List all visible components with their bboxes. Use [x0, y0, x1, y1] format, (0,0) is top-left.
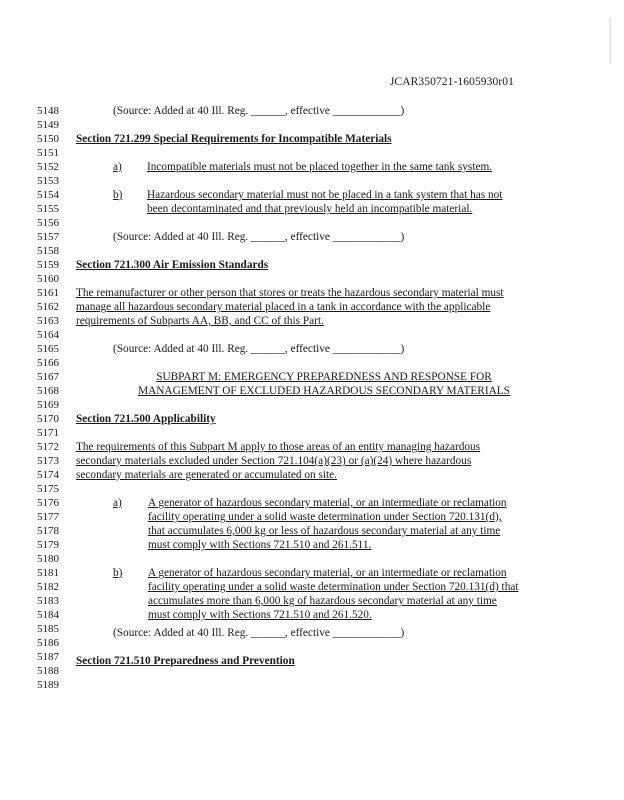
line-number: 5158	[37, 245, 59, 257]
subpart-heading: MANAGEMENT OF EXCLUDED HAZARDOUS SECONDARY MATERIALS	[138, 385, 510, 397]
line-number: 5151	[37, 147, 59, 159]
line-number: 5169	[37, 399, 59, 411]
line-number: 5186	[37, 637, 59, 649]
line-number: 5160	[37, 273, 59, 285]
source-note: (Source: Added at 40 Ill. Reg. ______, effective ____________)	[113, 627, 405, 639]
line-number: 5182	[37, 581, 59, 593]
line-number: 5161	[37, 287, 59, 299]
line-number: 5173	[37, 455, 59, 467]
section-heading-721-500: Section 721.500 Applicability	[76, 413, 216, 425]
line-number: 5180	[37, 553, 59, 565]
line-number: 5187	[37, 651, 59, 663]
line-number: 5148	[37, 105, 59, 117]
section-heading-721-300: Section 721.300 Air Emission Standards	[76, 259, 269, 271]
paragraph-line: A generator of hazardous secondary material, or an intermediate or reclamation	[148, 567, 507, 579]
line-number: 5177	[37, 511, 59, 523]
line-number: 5178	[37, 525, 59, 537]
line-number: 5176	[37, 497, 59, 509]
line-number: 5185	[37, 623, 59, 635]
paragraph-line: secondary materials excluded under Section 721.104(a)(23) or (a)(24) where hazardous	[76, 455, 472, 467]
source-note: (Source: Added at 40 Ill. Reg. ______, effective ____________)	[113, 105, 405, 117]
line-number: 5168	[37, 385, 59, 397]
paragraph-line: that accumulates 6,000 kg or less of hazardous secondary material at any time	[148, 525, 501, 537]
paragraph-line: Hazardous secondary material must not be placed in a tank system that has not	[147, 189, 503, 201]
line-number: 5184	[37, 609, 59, 621]
line-number: 5166	[37, 357, 59, 369]
paragraph-line: The requirements of this Subpart M apply to those areas of an entity managing hazardous	[76, 441, 481, 453]
paragraph-line: secondary materials are generated or accumulated on site.	[76, 469, 337, 481]
paragraph-line: must comply with Sections 721.510 and 261.511.	[148, 539, 372, 551]
line-number: 5172	[37, 441, 59, 453]
paragraph-line: must comply with Sections 721.510 and 261.520.	[148, 609, 372, 621]
line-number: 5174	[37, 469, 59, 481]
subsection-label: b)	[113, 567, 123, 579]
line-number: 5153	[37, 175, 59, 187]
line-number: 5171	[37, 427, 59, 439]
line-number: 5164	[37, 329, 59, 341]
paragraph-line: accumulates more than 6,000 kg of hazardous secondary material at any time	[148, 595, 497, 607]
paragraph-line: been decontaminated and that previously held an incompatible material.	[147, 203, 473, 215]
line-number: 5165	[37, 343, 59, 355]
source-note: (Source: Added at 40 Ill. Reg. ______, effective ____________)	[113, 231, 405, 243]
subsection-label: a)	[113, 497, 122, 509]
line-number: 5167	[37, 371, 59, 383]
section-heading-721-510: Section 721.510 Preparedness and Prevention	[76, 655, 295, 667]
paragraph-line: A generator of hazardous secondary material, or an intermediate or reclamation	[148, 497, 507, 509]
line-number: 5150	[37, 133, 59, 145]
paragraph-line: facility operating under a solid waste determination under Section 720.131(d),	[148, 511, 502, 523]
line-number: 5181	[37, 567, 59, 579]
line-number: 5157	[37, 231, 59, 243]
line-number: 5175	[37, 483, 59, 495]
line-number: 5154	[37, 189, 59, 201]
paragraph-line: requirements of Subparts AA, BB, and CC of this Part.	[76, 315, 324, 327]
line-number: 5159	[37, 259, 59, 271]
paragraph-line: Incompatible materials must not be placed together in the same tank system.	[147, 161, 493, 173]
line-number: 5188	[37, 665, 59, 677]
line-number: 5162	[37, 301, 59, 313]
paragraph-line: manage all hazardous secondary material placed in a tank in accordance with the applicable	[76, 301, 491, 313]
line-number: 5163	[37, 315, 59, 327]
line-number: 5179	[37, 539, 59, 551]
line-number: 5152	[37, 161, 59, 173]
line-number: 5183	[37, 595, 59, 607]
page-edge-mark	[609, 18, 611, 64]
line-number: 5156	[37, 217, 59, 229]
line-number: 5189	[37, 679, 59, 691]
subpart-heading: SUBPART M: EMERGENCY PREPAREDNESS AND RESPONSE FOR	[156, 371, 492, 383]
document-id: JCAR350721-1605930r01	[389, 76, 514, 88]
line-number: 5149	[37, 119, 59, 131]
line-number: 5155	[37, 203, 59, 215]
paragraph-line: facility operating under a solid waste determination under Section 720.131(d) that	[148, 581, 519, 593]
source-note: (Source: Added at 40 Ill. Reg. ______, effective ____________)	[113, 343, 405, 355]
section-heading-721-299: Section 721.299 Special Requirements for Incompatible Materials	[76, 133, 392, 145]
paragraph-line: The remanufacturer or other person that stores or treats the hazardous secondary material must	[76, 287, 504, 299]
subsection-label: b)	[113, 189, 123, 201]
subsection-label: a)	[113, 161, 122, 173]
line-number: 5170	[37, 413, 59, 425]
